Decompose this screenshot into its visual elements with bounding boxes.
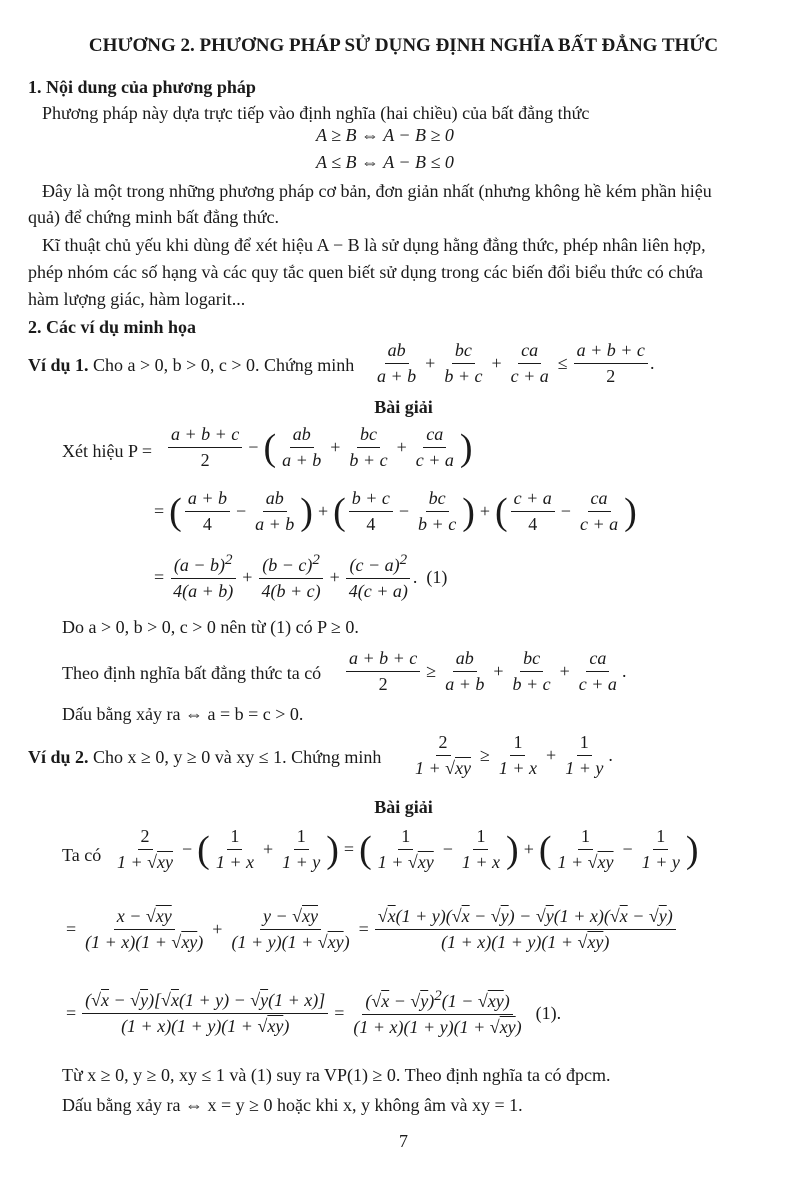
definition-line-1: A ≥ B ⇔ A − B ≥ 0 (316, 125, 454, 145)
example1-inequality: $\frac{ab}{a + b}$ + $\frac{bc}{b + c}$ + $\frac{ca}{c + a}$ ≤ $\frac{a + b + c}{2}$ . (377, 340, 655, 386)
example1-solution-label: Bài giải (374, 397, 433, 417)
example1-text: Cho a > 0, b > 0, c > 0. Chứng minh (93, 355, 355, 375)
page-number: 7 (399, 1131, 408, 1151)
paragraph1-line2: quả) để chứng minh bất đẳng thức. (28, 207, 279, 227)
example2-equation-3: = $\frac{(√x - √y)[√x(1 + y) - √y(1 + x)]}{(1 + x)(1 + y)(1 + √xy)}$ = $\frac{(√x - √y)^2(1 - √xy)}{(1 + x)(1 + y)(1 + √xy)}$ (1). (66, 988, 562, 1037)
example2-equality: Dấu bằng xảy ra ⇔ x = y ≥ 0 hoặc khi x, y không âm và xy = 1. (62, 1095, 523, 1115)
example1-equation-2: = ( $\frac{a + b}{4}$ − $\frac{ab}{a + b}$ ) + ( $\frac{b + c}{4}$ − $\frac{bc}{b + c}$ ) + ( $\frac{c + a}{4}$ − $\frac{ca}{c + a}$ ) (154, 488, 637, 534)
example1-statement (28, 356, 354, 376)
example1-equality: Dấu bằng xảy ra ⇔ a = b = c > 0. (62, 704, 304, 724)
example2-equation-2: = $\frac{x - √xy}{(1 + x)(1 + √xy)}$ + $\frac{y - √xy}{(1 + y)(1 + √xy)}$ = $\frac{√x(1 + y)(√x - √y) - √y(1 + x)(√x - √y)}{(1 + x)(1 + y)(1 + √xy)}$ (62, 906, 678, 953)
example2-equation-1: $\frac{2}{1 + √xy}$ − ( $\frac{1}{1 + x}$ + $\frac{1}{1 + y}$ ) = ( $\frac{1}{1 + √xy}$ − $\frac{1}{1 + x}$ ) + ( $\frac{1}{1 + √xy}$ − $\frac{1}{1 + y}$ ) (117, 826, 699, 872)
paragraph1-line1: Đây là một trong những phương pháp cơ bản, đơn giản nhất (nhưng không hề kém phần hiệu (42, 181, 712, 201)
example1-equation-1: $\frac{a + b + c}{2}$ − ( $\frac{ab}{a + b}$ + $\frac{bc}{b + c}$ + $\frac{ca}{c + a}$ ) (166, 424, 474, 471)
example1-equation-3: = $\frac{(a - b)^2}{4(a + b)}$ + $\frac{(b - c)^2}{4(b + c)}$ + $\frac{(c - a)^2}{4(c + a)}$ . (1) (154, 552, 448, 601)
example1-solution-intro: Xét hiệu P = (62, 441, 152, 461)
example2-text: Cho x ≥ 0, y ≥ 0 và xy ≤ 1. Chứng minh (93, 747, 382, 767)
example2-solution-intro: Ta có (62, 845, 102, 865)
paragraph2-line1: Kĩ thuật chủ yếu khi dùng để xét hiệu A − B là sử dụng hằng đẳng thức, phép nhân liên hợp, (42, 235, 706, 255)
example1-label: Ví dụ 1. (28, 355, 89, 375)
paragraph2-line3: hàm lượng giác, hàm logarit... (28, 289, 246, 309)
definition-line-2: A ≤ B ⇔ A − B ≤ 0 (316, 152, 454, 172)
example2-label: Ví dụ 2. (28, 747, 89, 767)
paragraph2-line2: phép nhóm các số hạng và các quy tắc quen biết sử dụng trong các biến đổi biểu thức có chứa (28, 262, 704, 282)
section2-heading: 2. Các ví dụ minh họa (28, 317, 197, 337)
equation-tag-2: (1). (535, 1002, 562, 1023)
chapter-title: CHƯƠNG 2. PHƯƠNG PHÁP SỬ DỤNG ĐỊNH NGHĨA BẤT ĐẲNG THỨC (88, 35, 719, 56)
example1-conclusion-do: Do a > 0, b > 0, c > 0 nên từ (1) có P ≥ 0. (62, 617, 359, 637)
equation-tag-1: (1) (426, 566, 448, 587)
example2-inequality: $\frac{2}{1 + √xy}$ ≥ $\frac{1}{1 + x}$ + $\frac{1}{1 + y}$ . (415, 732, 613, 778)
section1-heading: 1. Nội dung của phương pháp (28, 77, 256, 97)
section1-intro: Phương pháp này dựa trực tiếp vào định nghĩa (hai chiều) của bất đẳng thức (42, 103, 590, 123)
example1-result-inequality: $\frac{a + b + c}{2}$ ≥ $\frac{ab}{a + b}$ + $\frac{bc}{b + c}$ + $\frac{ca}{c + a}$ . (344, 648, 626, 695)
example2-solution-label: Bài giải (374, 797, 433, 817)
example2-statement (28, 748, 381, 768)
example1-conclusion-theo: Theo định nghĩa bất đẳng thức ta có (62, 663, 322, 683)
example2-conclusion: Từ x ≥ 0, y ≥ 0, xy ≤ 1 và (1) suy ra VP(1) ≥ 0. Theo định nghĩa ta có đpcm. (62, 1065, 611, 1085)
